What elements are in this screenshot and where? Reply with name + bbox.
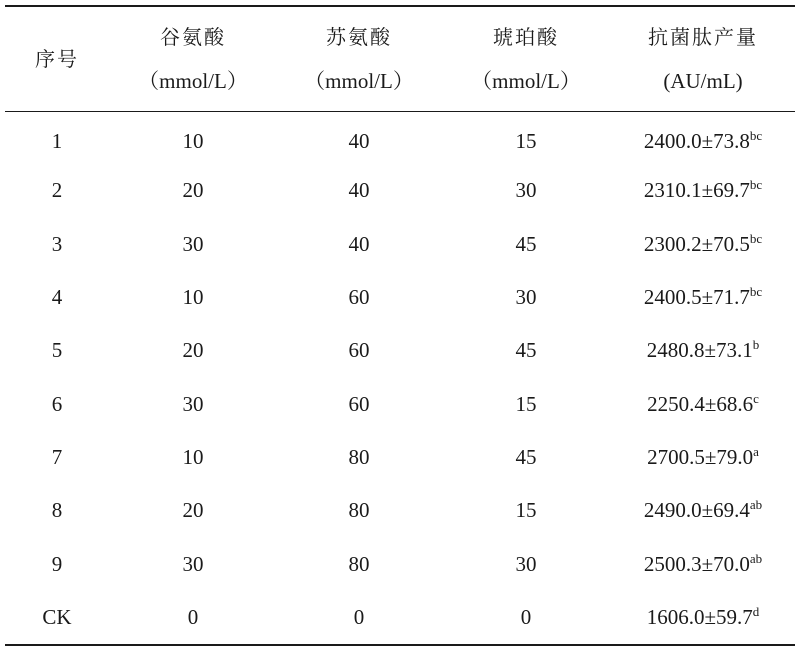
cell-peptide-yield (611, 271, 795, 324)
header-label: 序号 (35, 46, 79, 71)
cell-threonine: 80 (348, 551, 370, 576)
cell-peptide-yield (611, 218, 795, 271)
yield-value: 2300.2±70.5 (643, 231, 750, 256)
cell-succinic-acid: 30 (515, 178, 537, 203)
significance-letter: bc (749, 177, 763, 193)
significance-letter: ab (749, 497, 763, 513)
cell-succinic-acid: 15 (515, 391, 537, 416)
header-label: 琥珀酸 (493, 24, 559, 49)
cell-peptide-yield (611, 111, 795, 164)
cell-peptide-yield (611, 537, 795, 590)
cell-threonine: 60 (348, 391, 370, 416)
cell-peptide-yield (611, 431, 795, 484)
cell-no: 7 (51, 444, 63, 469)
yield-value: 2490.0±69.4 (643, 498, 750, 523)
cell-glutamic-acid: 20 (182, 498, 204, 523)
header-row (5, 7, 795, 111)
cell-threonine: 80 (348, 498, 370, 523)
header-cell-peptide-yield (611, 7, 795, 111)
significance-letter: bc (749, 284, 763, 300)
cell-peptide-yield (611, 164, 795, 217)
cell-glutamic-acid: 20 (182, 178, 204, 203)
cell-threonine: 40 (348, 129, 370, 154)
yield-value: 2400.0±73.8 (643, 129, 750, 154)
yield-value: 2400.5±71.7 (643, 285, 750, 310)
header-cell-threonine (277, 7, 441, 111)
cell-threonine: 80 (348, 444, 370, 469)
cell-peptide-yield (611, 591, 795, 644)
table-row (5, 324, 795, 377)
header-unit: (AU/mL) (663, 68, 743, 93)
header-unit: （mmol/L） (138, 68, 248, 93)
cell-no: 6 (51, 391, 63, 416)
cell-glutamic-acid: 0 (187, 604, 199, 629)
header-cell-glutamic-acid (109, 7, 277, 111)
yield-value: 2500.3±70.0 (643, 551, 750, 576)
cell-no: CK (42, 604, 72, 629)
table-row (5, 484, 795, 537)
cell-glutamic-acid: 10 (182, 129, 204, 154)
cell-no: 3 (51, 231, 63, 256)
cell-succinic-acid: 15 (515, 498, 537, 523)
bottom-rule (5, 644, 795, 646)
cell-no: 9 (51, 551, 63, 576)
significance-letter: a (753, 443, 759, 459)
cell-succinic-acid: 30 (515, 285, 537, 310)
table-row (5, 271, 795, 324)
cell-succinic-acid: 15 (515, 129, 537, 154)
cell-threonine: 0 (353, 604, 365, 629)
table-row (5, 111, 795, 164)
cell-succinic-acid: 0 (520, 604, 532, 629)
significance-letter: bc (749, 128, 763, 144)
cell-no: 2 (51, 178, 63, 203)
cell-peptide-yield (611, 324, 795, 377)
significance-letter: c (753, 390, 759, 406)
header-unit: （mmol/L） (304, 68, 414, 93)
yield-value: 2250.4±68.6 (647, 391, 754, 416)
cell-no: 8 (51, 498, 63, 523)
yield-value: 2480.8±73.1 (646, 338, 753, 363)
significance-letter: d (752, 603, 760, 619)
header-label: 谷氨酸 (160, 24, 226, 49)
cell-glutamic-acid: 30 (182, 551, 204, 576)
cell-no: 1 (51, 129, 63, 154)
results-table (5, 7, 795, 644)
cell-threonine: 60 (348, 338, 370, 363)
cell-succinic-acid: 45 (515, 444, 537, 469)
cell-succinic-acid: 45 (515, 338, 537, 363)
significance-letter: ab (749, 550, 763, 566)
significance-letter: bc (749, 230, 763, 246)
table-row (5, 431, 795, 484)
table-row (5, 377, 795, 430)
cell-glutamic-acid: 10 (182, 444, 204, 469)
table-row (5, 164, 795, 217)
cell-succinic-acid: 30 (515, 551, 537, 576)
cell-glutamic-acid: 30 (182, 391, 204, 416)
cell-threonine: 40 (348, 178, 370, 203)
header-cell-no (5, 7, 109, 111)
cell-threonine: 40 (348, 231, 370, 256)
table-body (5, 111, 795, 644)
cell-glutamic-acid: 30 (182, 231, 204, 256)
header-unit: （mmol/L） (471, 68, 581, 93)
header-label: 抗菌肽产量 (648, 24, 758, 49)
header-label: 苏氨酸 (326, 24, 392, 49)
cell-peptide-yield (611, 377, 795, 430)
table-row (5, 591, 795, 644)
table-row (5, 537, 795, 590)
cell-succinic-acid: 45 (515, 231, 537, 256)
cell-no: 5 (51, 338, 63, 363)
cell-no: 4 (51, 285, 63, 310)
cell-glutamic-acid: 10 (182, 285, 204, 310)
cell-threonine: 60 (348, 285, 370, 310)
yield-value: 2700.5±79.0 (647, 444, 754, 469)
yield-value: 1606.0±59.7 (646, 604, 753, 629)
significance-letter: b (752, 337, 760, 353)
cell-peptide-yield (611, 484, 795, 537)
yield-value: 2310.1±69.7 (643, 178, 750, 203)
cell-glutamic-acid: 20 (182, 338, 204, 363)
table-row (5, 218, 795, 271)
header-cell-succinic-acid (441, 7, 611, 111)
